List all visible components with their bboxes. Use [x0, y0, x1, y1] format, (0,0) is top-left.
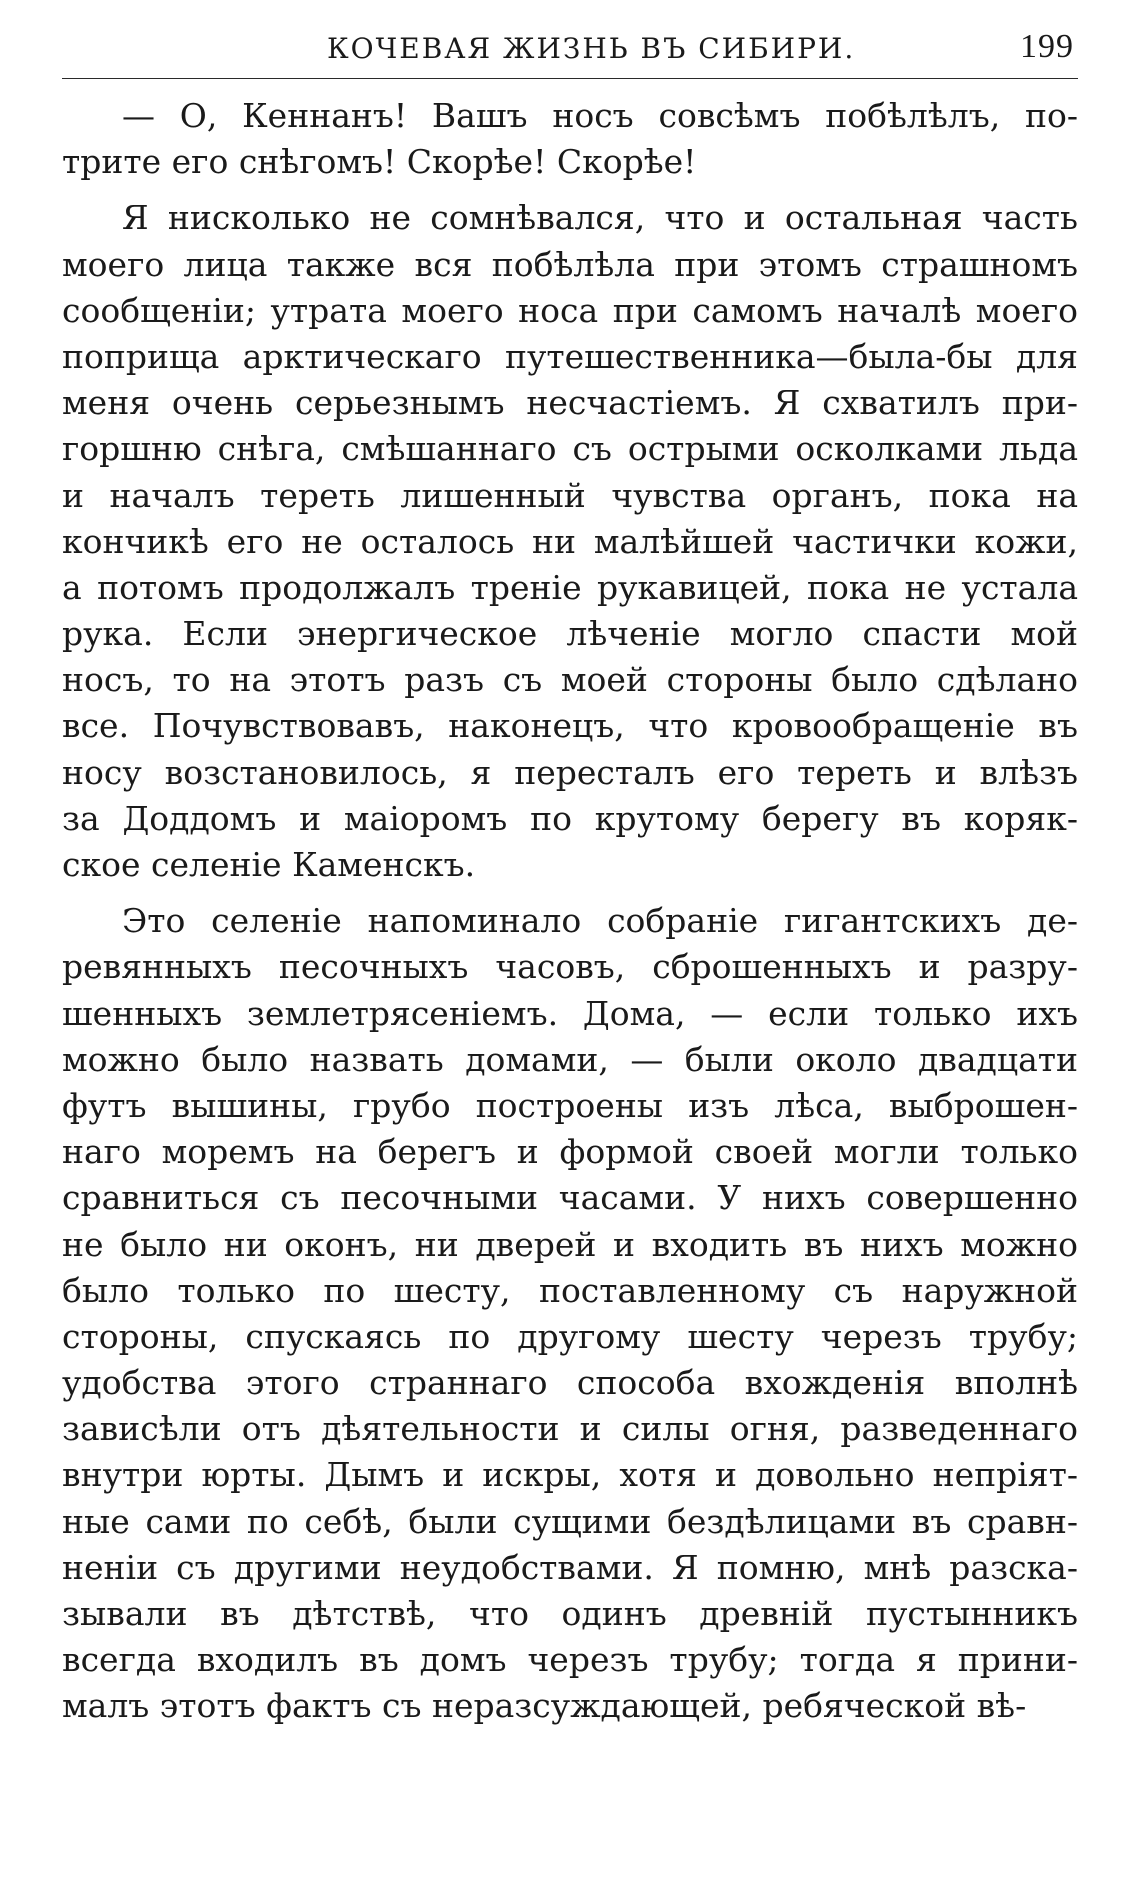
- text-line: ревянныхъ песочныхъ часовъ, сброшенныхъ и разру-: [62, 947, 1078, 987]
- text-line: Я нисколько не сомнѣвался, что и остальная часть: [122, 198, 1078, 238]
- text-line: и началъ тереть лишенный чувства органъ, пока на: [62, 475, 1078, 515]
- text-line: было только по шесту, поставленному съ наружной: [62, 1270, 1078, 1310]
- text-line: меня очень серьезнымъ несчастіемъ. Я схватилъ при-: [62, 383, 1078, 423]
- body-text: [62, 93, 1078, 1730]
- text-line: сообщеніи; утрата моего носа при самомъ началѣ моего: [62, 290, 1078, 330]
- text-line: внутри юрты. Дымъ и искры, хотя и довольно непріят-: [62, 1455, 1078, 1495]
- text-line: все. Почувствовавъ, наконецъ, что кровообращеніе въ: [62, 706, 1078, 746]
- text-line: носу возстановилось, я пересталъ его тереть и влѣзъ: [62, 752, 1078, 792]
- text-line: малъ этотъ фактъ съ неразсуждающей, ребяческой вѣ-: [62, 1686, 1027, 1726]
- text-line: ское селеніе Каменскъ.: [62, 845, 476, 884]
- text-line: поприща арктическаго путешественника—была-бы для: [62, 336, 1078, 376]
- text-line: можно было назвать домами, — были около двадцати: [62, 1039, 1078, 1079]
- paragraph: [62, 898, 1078, 1729]
- text-line: горшню снѣга, смѣшаннаго съ острыми осколками льда: [62, 429, 1078, 469]
- paragraph: [62, 93, 1078, 185]
- text-line: сравниться съ песочными часами. У нихъ совершенно: [62, 1178, 1078, 1218]
- text-line: футъ вышины, грубо построены изъ лѣса, выброшен-: [62, 1085, 1078, 1125]
- text-line: за Доддомъ и маіоромъ по крутому берегу въ коряк-: [62, 798, 1078, 838]
- text-line: не было ни оконъ, ни дверей и входить въ нихъ можно: [62, 1224, 1078, 1264]
- paragraph: [62, 195, 1078, 888]
- text-line: моего лица также вся побѣлѣла при этомъ страшномъ: [62, 244, 1078, 284]
- page-number: 199: [1020, 28, 1074, 65]
- text-line: Это селеніе напоминало собраніе гигантскихъ де-: [122, 901, 1078, 941]
- running-head: [62, 26, 1078, 79]
- text-line: рука. Если энергическое лѣченіе могло спасти мой: [62, 614, 1078, 654]
- book-page: [62, 26, 1078, 1856]
- text-line: удобства этого страннаго способа вхожденія вполнѣ: [62, 1363, 1078, 1403]
- text-line: а потомъ продолжалъ треніе рукавицей, пока не устала: [62, 567, 1078, 607]
- text-line: — О, Кеннанъ! Вашъ носъ совсѣмъ побѣлѣлъ, по-: [122, 96, 1078, 135]
- text-line: трите его снѣгомъ! Скорѣе! Скорѣе!: [62, 142, 697, 182]
- text-line: шенныхъ землетрясеніемъ. Дома, — если только ихъ: [62, 993, 1078, 1033]
- text-line: всегда входилъ въ домъ черезъ трубу; тогда я прини-: [62, 1640, 1078, 1680]
- text-line: ные сами по себѣ, были сущими бездѣлицами въ сравн-: [62, 1501, 1078, 1541]
- running-title: КОЧЕВАЯ ЖИЗНЬ ВЪ СИБИРИ.: [327, 32, 856, 65]
- text-line: носъ, то на этотъ разъ съ моей стороны было сдѣлано: [62, 660, 1078, 700]
- text-line: наго моремъ на берегъ и формой своей могли только: [62, 1132, 1078, 1172]
- text-line: неніи съ другими неудобствами. Я помню, мнѣ разска-: [62, 1547, 1078, 1587]
- text-line: стороны, спускаясь по другому шесту черезъ трубу;: [62, 1316, 1078, 1356]
- text-line: зывали въ дѣтствѣ, что одинъ древній пустынникъ: [62, 1594, 1078, 1633]
- text-line: зависѣли отъ дѣятельности и силы огня, разведеннаго: [62, 1409, 1078, 1449]
- text-line: кончикѣ его не осталось ни малѣйшей частички кожи,: [62, 521, 1078, 561]
